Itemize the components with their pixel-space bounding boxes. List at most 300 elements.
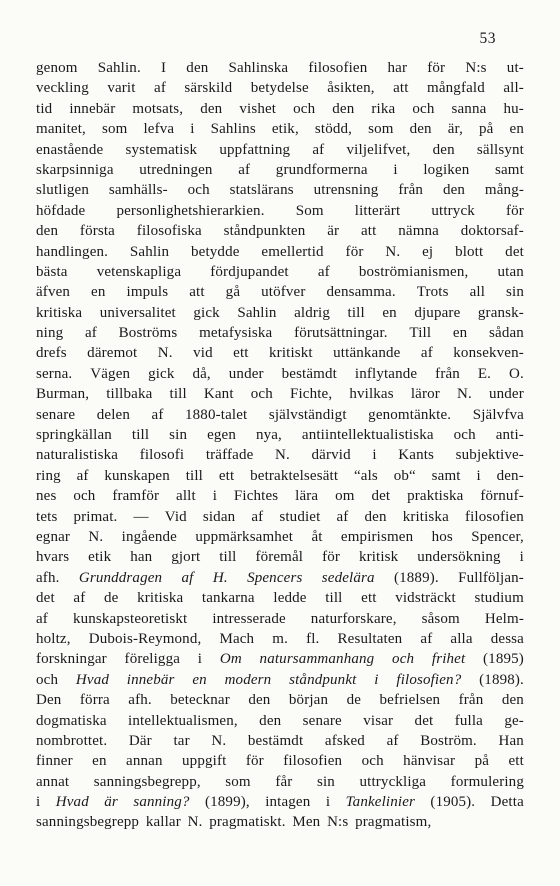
word: manitet,	[36, 121, 86, 138]
word: N.	[457, 386, 472, 403]
word: af	[151, 406, 164, 423]
word: att	[360, 223, 377, 240]
word: det	[36, 590, 55, 607]
word: samhälls-	[108, 182, 168, 199]
word: den	[409, 121, 432, 138]
word: ut-	[506, 60, 524, 76]
word: Spencer,	[471, 528, 524, 545]
word: Vid	[164, 508, 187, 525]
word: kritiska	[137, 590, 184, 607]
word: och	[250, 386, 273, 403]
text-line	[36, 364, 524, 384]
word: blott	[455, 243, 484, 260]
word: under	[228, 365, 264, 382]
text-line	[36, 160, 524, 180]
word: filosofien	[464, 508, 524, 525]
word: fördjupandet	[210, 263, 289, 280]
word: filosofien	[283, 753, 343, 770]
word: förutsättningar.	[294, 325, 388, 342]
word: vetenskapliga	[96, 263, 182, 280]
text-line	[36, 405, 524, 425]
word: och	[36, 671, 59, 688]
word: Hvad	[75, 671, 109, 688]
word: annan	[126, 753, 163, 770]
word: Vägen	[90, 365, 131, 382]
word: innebär	[126, 671, 175, 688]
word: pragmatism,	[355, 814, 432, 831]
word: förnuf-	[480, 488, 524, 505]
word: om	[335, 488, 355, 505]
word: uppgift	[182, 753, 227, 770]
word: af	[420, 345, 433, 362]
word: personlighetshierarkien.	[116, 202, 265, 219]
text-line	[36, 384, 524, 404]
word: såsom	[421, 610, 460, 627]
word: viljelifvet,	[346, 141, 411, 158]
word: ning	[36, 325, 64, 342]
word: E.	[477, 365, 492, 382]
word: kunskapen	[104, 467, 170, 484]
word: tets	[36, 508, 58, 525]
word: en	[509, 121, 524, 138]
word: den	[442, 182, 466, 199]
word: (1905).	[430, 794, 476, 811]
word: ett	[233, 345, 249, 362]
word: från	[435, 365, 460, 382]
text-line	[36, 282, 524, 302]
word: Fichtes	[233, 488, 279, 505]
word: första	[79, 223, 115, 240]
word: sin	[506, 284, 524, 301]
word: egen	[207, 427, 236, 444]
word: Där	[128, 732, 152, 749]
word: “als	[353, 467, 378, 484]
word: natursammanhang	[259, 651, 375, 668]
word: hvars	[36, 549, 70, 566]
word: sanningsbegrepp	[36, 814, 140, 831]
word: Kant	[203, 386, 234, 403]
word: all	[469, 284, 486, 301]
word: i	[212, 488, 218, 505]
word: N.	[157, 345, 173, 362]
word: intresserade	[212, 610, 286, 627]
text-line	[36, 242, 524, 262]
word: vid	[193, 345, 213, 362]
word: varit	[107, 80, 136, 97]
word: och	[293, 100, 316, 117]
word: den	[186, 60, 209, 76]
word: Till	[409, 325, 432, 342]
word: Självfva	[472, 406, 524, 423]
word: och	[453, 427, 476, 444]
text-line	[36, 262, 524, 282]
word: intagen	[265, 794, 311, 811]
word: vishet	[239, 100, 277, 117]
word: sådan	[489, 325, 524, 342]
word: i	[325, 794, 331, 811]
word: frihet	[431, 651, 466, 668]
word: sällsynt	[476, 141, 524, 158]
word: H.	[212, 569, 228, 586]
word: i	[519, 549, 524, 566]
page-number: 53	[479, 30, 496, 47]
word: afh.	[128, 692, 152, 709]
word: början	[288, 692, 329, 709]
text-line	[36, 568, 524, 588]
word: och	[187, 182, 210, 199]
word: Sahlinska	[228, 60, 289, 76]
word: Spencers	[247, 569, 303, 586]
word: af	[251, 508, 264, 525]
word: sanning?	[133, 794, 190, 811]
word: djupare	[414, 304, 461, 321]
word: studiet	[279, 508, 321, 525]
word: ett	[361, 590, 377, 607]
word: sedelära	[321, 569, 375, 586]
word: inflytande	[354, 365, 418, 382]
text-line	[36, 78, 524, 98]
text-line	[36, 507, 524, 527]
word: befrielsen	[379, 692, 441, 709]
word: af	[336, 508, 349, 525]
text-line	[36, 609, 524, 629]
word: en	[452, 325, 468, 342]
word: Men	[292, 814, 321, 831]
word: holtz,	[36, 630, 71, 647]
word: praktiska	[407, 488, 464, 505]
word: kallar	[145, 814, 181, 831]
word: självständigt	[268, 406, 347, 423]
word: af	[36, 610, 48, 627]
word: senare	[302, 712, 342, 729]
word: slutligen	[36, 182, 90, 199]
word: Resultaten	[337, 630, 403, 647]
word: till	[347, 304, 365, 321]
word: N.	[88, 528, 104, 545]
word: (1899),	[204, 794, 250, 811]
word: dessa	[490, 630, 524, 647]
word: betraktelsesätt	[250, 467, 339, 484]
word: Han	[498, 732, 524, 749]
word: all-	[503, 80, 524, 97]
word: bästa	[36, 263, 68, 280]
word: af	[420, 630, 433, 647]
word: filosofiska	[136, 223, 202, 240]
word: N.	[187, 814, 203, 831]
word: dogmatiska	[36, 712, 107, 729]
word: ett	[508, 753, 524, 770]
text-line	[36, 119, 524, 139]
word: framför	[112, 488, 160, 505]
word: alla	[450, 630, 473, 647]
word: åt	[311, 528, 323, 545]
text-line	[36, 588, 524, 608]
text-line	[36, 425, 524, 445]
word: af	[84, 325, 97, 342]
word: till	[219, 549, 237, 566]
word: universalitet	[99, 304, 176, 321]
word: bestämdt	[281, 365, 337, 382]
word: i	[36, 794, 41, 811]
word: därvid	[311, 447, 351, 464]
word: ob“	[393, 467, 416, 484]
text-line	[36, 180, 524, 200]
text-line	[36, 527, 524, 547]
word: (1895)	[483, 651, 524, 668]
word: veckling	[36, 80, 89, 97]
word: sanna	[451, 100, 487, 117]
text-line	[36, 221, 524, 241]
word: en	[92, 753, 107, 770]
word: af	[238, 161, 251, 178]
word: däremot	[87, 345, 138, 362]
word: i	[374, 671, 379, 688]
word: i	[476, 467, 481, 484]
word: kritiskt	[269, 345, 313, 362]
word: föreligga	[124, 651, 181, 668]
word: Som	[295, 202, 324, 219]
word: sin	[169, 427, 188, 444]
word: från	[458, 692, 484, 709]
word: ej	[422, 243, 434, 260]
word: handlingen.	[36, 243, 109, 260]
word: Burman,	[36, 386, 90, 403]
word: höfdade	[36, 202, 86, 219]
word: afsked	[324, 732, 365, 749]
word: samt	[495, 161, 524, 178]
text-line	[36, 486, 524, 506]
word: mång-	[484, 182, 524, 199]
word: serna.	[36, 365, 73, 382]
word: i	[372, 447, 377, 464]
word: undersökning	[417, 549, 501, 566]
text-line	[36, 629, 524, 649]
word: Sahlin	[237, 304, 277, 321]
word: impuls	[126, 284, 169, 301]
word: för	[322, 549, 341, 566]
word: Sahlin	[129, 243, 170, 260]
word: anti-	[495, 427, 524, 444]
word: den	[332, 100, 355, 117]
word: Kants	[398, 447, 435, 464]
word: tillbaka	[106, 386, 153, 403]
word: är,	[447, 121, 463, 138]
word: filosofi	[139, 447, 185, 464]
word: litterärt	[354, 202, 401, 219]
word: då,	[192, 365, 211, 382]
word: fulla	[454, 712, 483, 729]
word: N:s	[327, 814, 349, 831]
text-line	[36, 690, 524, 710]
word: O.	[509, 365, 524, 382]
word: af	[312, 141, 325, 158]
text-line	[36, 670, 524, 690]
word: får	[275, 773, 293, 790]
word: kunskapsteoretiskt	[72, 610, 188, 627]
word: bestämdt	[247, 732, 304, 749]
word: föremål	[255, 549, 304, 566]
word: det	[414, 712, 434, 729]
word: och	[412, 100, 435, 117]
word: modern	[224, 671, 272, 688]
word: naturalistiska	[36, 447, 119, 464]
word: stödd,	[314, 121, 353, 138]
word: Helm-	[484, 610, 524, 627]
word: är	[104, 794, 118, 811]
word: utan	[497, 263, 524, 280]
word: den	[432, 141, 455, 158]
word: uttryck	[431, 202, 475, 219]
word: filosofien	[308, 60, 368, 76]
word: subjektive-	[455, 447, 524, 464]
word: finner	[36, 753, 73, 770]
word: den-	[496, 467, 524, 484]
word: i	[393, 161, 398, 178]
word: hu-	[503, 100, 524, 117]
word: uppfattning	[219, 141, 291, 158]
text-line	[36, 711, 524, 731]
word: de	[103, 590, 119, 607]
word: Tankelinier	[345, 794, 415, 811]
word: ståndpunkten	[223, 223, 306, 240]
word: rika	[371, 100, 396, 117]
word: intellektualismen,	[128, 712, 238, 729]
word: en	[91, 284, 106, 301]
word: en	[192, 671, 207, 688]
word: ståndpunkt	[289, 671, 357, 688]
word: springkällan	[36, 427, 112, 444]
text-line	[36, 792, 524, 812]
word: etik	[88, 549, 112, 566]
word: har	[387, 60, 408, 76]
word: särskild	[184, 80, 233, 97]
word: logiken	[423, 161, 470, 178]
word: i	[197, 651, 203, 668]
word: visar	[363, 712, 394, 729]
text-line	[36, 731, 524, 751]
word: kritisk	[358, 549, 399, 566]
word: och	[392, 651, 415, 668]
word: den	[259, 712, 282, 729]
word: gick	[193, 304, 220, 321]
word: sanningsbegrepp,	[93, 773, 201, 790]
word: en	[382, 304, 397, 321]
word: för	[506, 202, 524, 219]
word: som	[101, 121, 128, 138]
word: doktorsaf-	[460, 223, 524, 240]
word: tar	[173, 732, 190, 749]
word: grundformerna	[275, 161, 368, 178]
word: läror	[410, 386, 440, 403]
word: träffade	[205, 447, 254, 464]
word: gjort	[171, 549, 201, 566]
word: 1880-talet	[185, 406, 248, 423]
word: ett	[218, 467, 235, 484]
text-line	[36, 751, 524, 771]
word: primat.	[73, 508, 118, 525]
word: skarpsinniga	[36, 161, 114, 178]
word: äfven	[36, 284, 71, 301]
word: nämna	[398, 223, 439, 240]
word: uttryckliga	[359, 773, 427, 790]
word: m.	[272, 630, 288, 647]
body-text	[36, 58, 524, 833]
word: kritiska	[402, 508, 449, 525]
word: fl.	[306, 630, 320, 647]
word: till	[185, 467, 203, 484]
word: formulering	[450, 773, 524, 790]
word: för	[245, 753, 264, 770]
word: sin	[316, 773, 335, 790]
text-line	[36, 547, 524, 567]
word: åsikten,	[327, 80, 375, 97]
word: uttänkande	[333, 345, 401, 362]
word: ring	[36, 467, 61, 484]
word: betecknar	[170, 692, 230, 709]
word: af	[73, 590, 86, 607]
word: som	[368, 121, 394, 138]
word: för	[345, 243, 364, 260]
word: —	[133, 508, 149, 525]
text-line	[36, 99, 524, 119]
word: naturforskare,	[310, 610, 397, 627]
word: de	[346, 692, 362, 709]
word: ge-	[504, 712, 524, 729]
word: konsekven-	[453, 345, 524, 362]
word: och	[73, 488, 96, 505]
word: lefva	[143, 121, 175, 138]
word: allt	[176, 488, 196, 505]
word: N.	[385, 243, 401, 260]
word: statslärans	[229, 182, 294, 199]
word: senare	[36, 406, 76, 423]
word: Sahlin.	[97, 60, 141, 76]
word: utöfver	[261, 284, 306, 301]
text-line	[36, 201, 524, 221]
word: Dubois-Reymond,	[88, 630, 202, 647]
word: han	[130, 549, 153, 566]
text-line	[36, 466, 524, 486]
word: boströmianismen,	[358, 263, 469, 280]
text-line	[36, 343, 524, 363]
word: att	[189, 284, 205, 301]
word: Grunddragen	[78, 569, 163, 586]
word: innebär	[69, 100, 116, 117]
word: ledde	[273, 590, 307, 607]
text-line	[36, 772, 524, 792]
word: densamma.	[326, 284, 396, 301]
word: delen	[96, 406, 130, 423]
word: tankarna	[201, 590, 255, 607]
word: uppmärksamhet	[195, 528, 294, 545]
word: det	[371, 488, 391, 505]
word: motsats,	[132, 100, 184, 117]
word: betydde	[191, 243, 240, 260]
word: det	[505, 243, 524, 260]
word: egnar	[36, 528, 71, 545]
word: metafysiska	[199, 325, 273, 342]
word: Trots	[416, 284, 449, 301]
word: hänvisar	[403, 753, 456, 770]
word: ingående	[121, 528, 177, 545]
word: betydelse	[250, 80, 309, 97]
word: den	[36, 223, 59, 240]
word: N.	[211, 732, 227, 749]
text-line	[36, 649, 524, 669]
word: hos	[431, 528, 453, 545]
word: är	[327, 223, 340, 240]
word: samt	[431, 467, 461, 484]
